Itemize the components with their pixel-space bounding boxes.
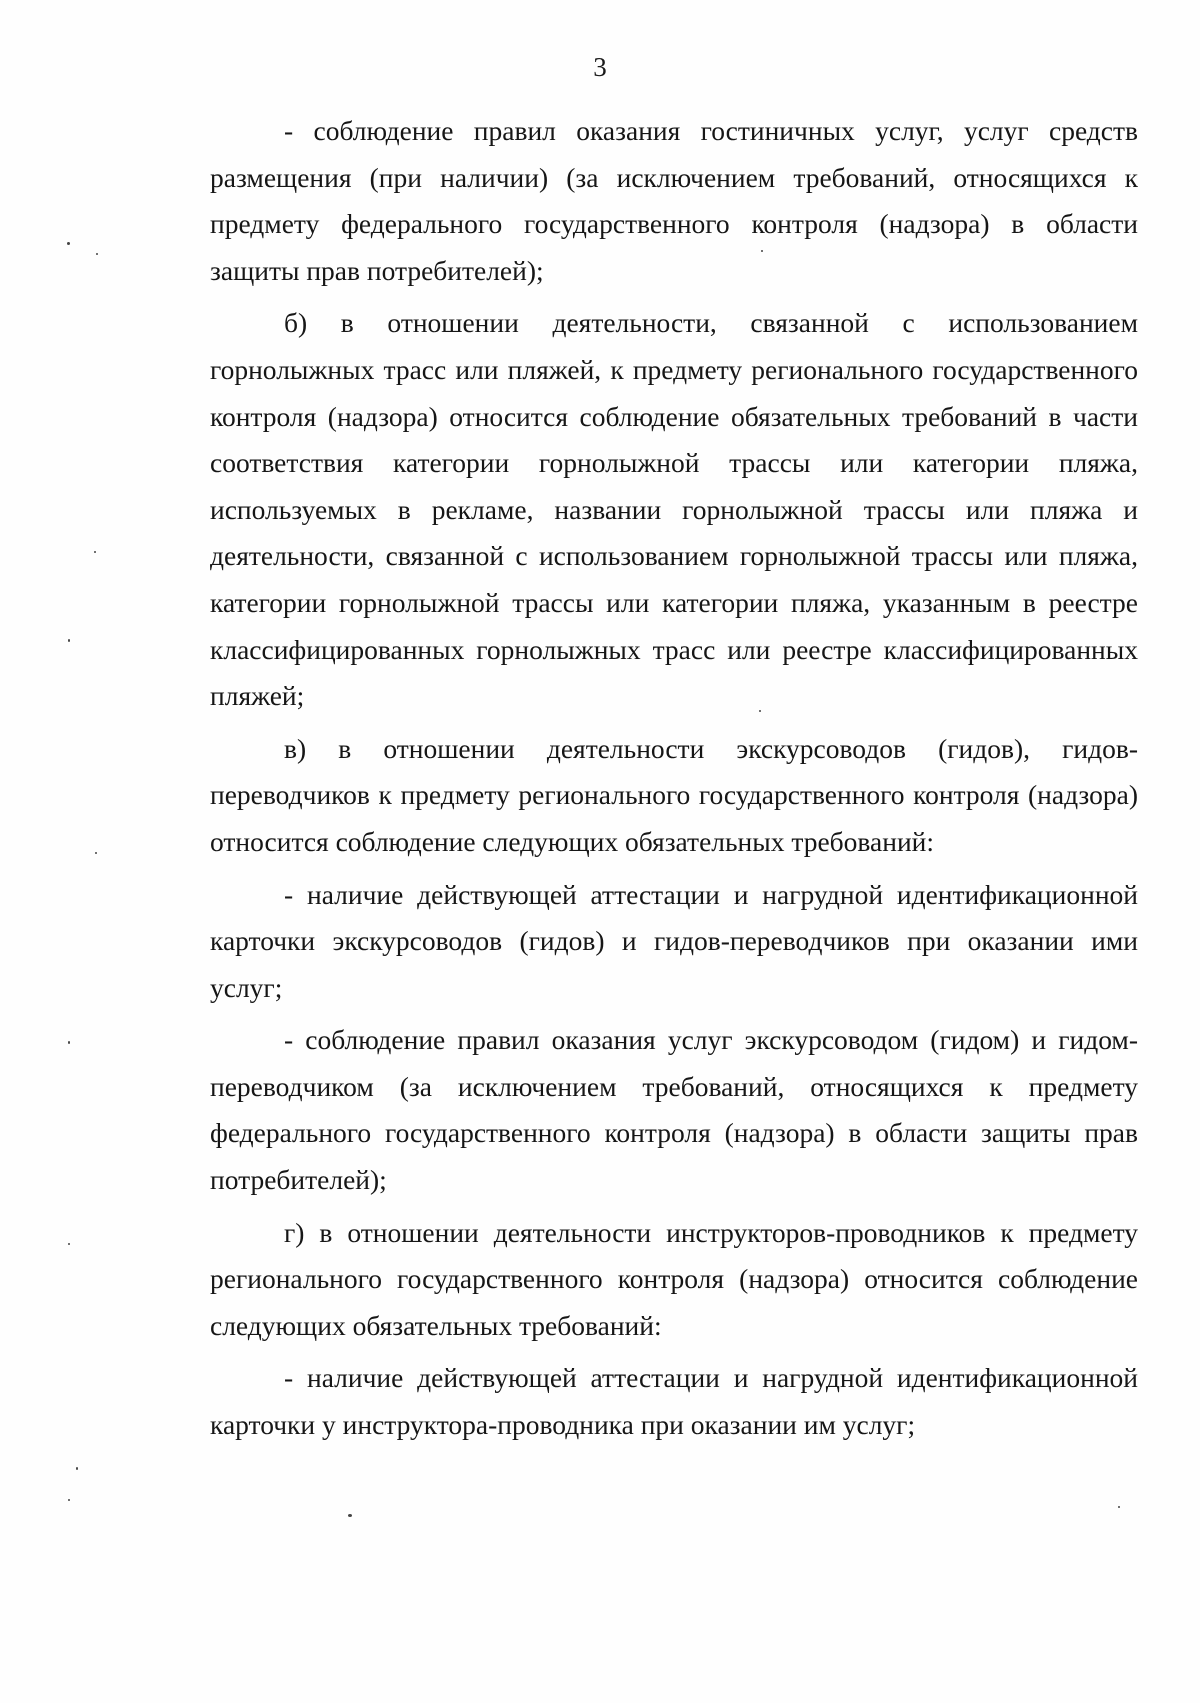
paragraph-guides-rules: - соблюдение правил оказания услуг экскурсоводом (гидом) и гидом-переводчиком (за исключением требований, относящихся к предмету федерального государственного контроля (надзора) в области защиты прав потребителей); bbox=[210, 1024, 1138, 1196]
page-number: 3 bbox=[593, 52, 607, 82]
paragraph-b-ski-beach: б) в отношении деятельности, связанной с использованием горнолыжных трасс или пляжей, к предмету регионального государственного контроля (надзора) относится соблюдение обязательных требований в части соответствия категории горнолыжной трассы или категории пляжа, используемых в рекламе, названии горнолыжной трассы или пляжа и деятельности, связанной с использованием горнолыжной трассы или пляжа, категории горнолыжной трассы или категории пляжа, указанным в реестре классифицированных горнолыжных трасс или реестре классифицированных пляжей; bbox=[210, 307, 1138, 712]
document-body bbox=[210, 108, 1138, 1451]
scan-speck bbox=[68, 639, 70, 642]
scan-speck bbox=[761, 250, 763, 252]
scan-speck bbox=[68, 1041, 70, 1044]
scan-speck bbox=[76, 1467, 78, 1470]
scan-speck bbox=[68, 1243, 70, 1245]
paragraph-g-instructors: г) в отношении деятельности инструкторов-проводников к предмету регионального государственного контроля (надзора) относится соблюдение следующих обязательных требований: bbox=[210, 1216, 1138, 1341]
scan-speck bbox=[348, 1514, 352, 1517]
scan-speck bbox=[67, 242, 70, 245]
scan-speck bbox=[95, 852, 97, 854]
scan-speck bbox=[759, 710, 761, 712]
scan-speck bbox=[96, 253, 98, 255]
paragraph-v-guides: в) в отношении деятельности экскурсоводов (гидов), гидов-переводчиков к предмету регионального государственного контроля (надзора) относится соблюдение следующих обязательных требований: bbox=[210, 732, 1138, 857]
paragraph-hotel-services: - соблюдение правил оказания гостиничных услуг, услуг средств размещения (при наличии) (за исключением требований, относящихся к предмету федерального государственного контроля (надзора) в области защиты прав потребителей); bbox=[210, 115, 1138, 286]
scan-speck bbox=[1118, 1506, 1120, 1508]
scan-speck bbox=[94, 551, 96, 553]
scan-speck bbox=[68, 1499, 70, 1501]
paragraph-instructors-certification: - наличие действующей аттестации и нагрудной идентификационной карточки у инструктора-проводника при оказании им услуг; bbox=[210, 1362, 1138, 1441]
paragraph-guides-certification: - наличие действующей аттестации и нагрудной идентификационной карточки экскурсоводов (гидов) и гидов-переводчиков при оказании ими услуг; bbox=[210, 878, 1138, 1003]
